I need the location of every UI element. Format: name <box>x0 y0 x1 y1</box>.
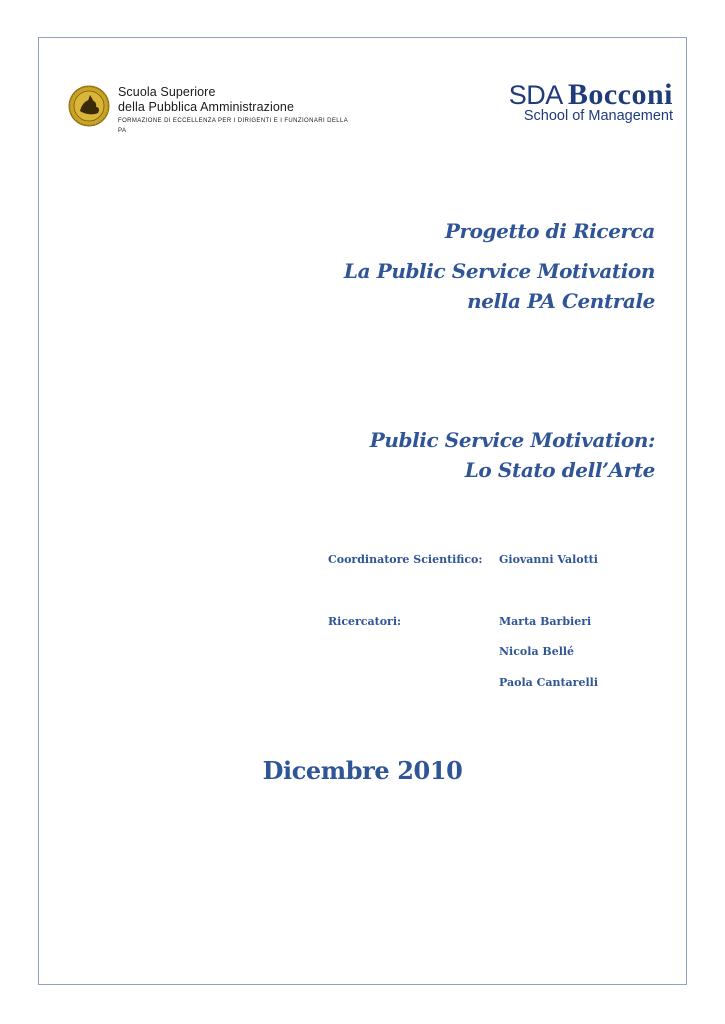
bocconi-subtitle: School of Management <box>523 108 673 124</box>
sda-wordmark: SDA <box>508 80 563 110</box>
project-title-line1: La Public Service Motivation <box>343 259 655 283</box>
sspa-name-line1: Scuola Superiore <box>118 85 216 99</box>
report-title-line2: Lo Stato dell’Arte <box>464 458 655 482</box>
project-heading <box>445 217 655 245</box>
project-title <box>344 256 655 316</box>
coordinator-label: Coordinatore Scientifico: <box>328 553 483 566</box>
researchers-label: Ricercatori: <box>328 615 402 628</box>
publication-date: Dicembre 2010 <box>262 756 463 785</box>
report-title-line1: Public Service Motivation: <box>369 428 655 452</box>
report-title <box>370 425 655 485</box>
sspa-logo <box>68 85 358 133</box>
sspa-seal-icon <box>68 85 110 127</box>
project-title-line2: nella PA Centrale <box>467 289 655 313</box>
researcher-name: Marta Barbieri <box>499 615 592 628</box>
sda-bocconi-logo <box>483 80 673 126</box>
researcher-name: Nicola Bellé <box>499 645 575 658</box>
sspa-tagline: FORMAZIONE DI ECCELLENZA PER I DIRIGENTI E I FUNZIONARI DELLA PA <box>118 118 348 134</box>
bocconi-wordmark: Bocconi <box>567 78 673 111</box>
page-border <box>38 37 687 985</box>
researcher-name: Paola Cantarelli <box>499 676 598 689</box>
sspa-name-line2: della Pubblica Amministrazione <box>118 100 295 114</box>
coordinator-name: Giovanni Valotti <box>499 553 598 566</box>
project-heading-text: Progetto di Ricerca <box>444 219 655 243</box>
